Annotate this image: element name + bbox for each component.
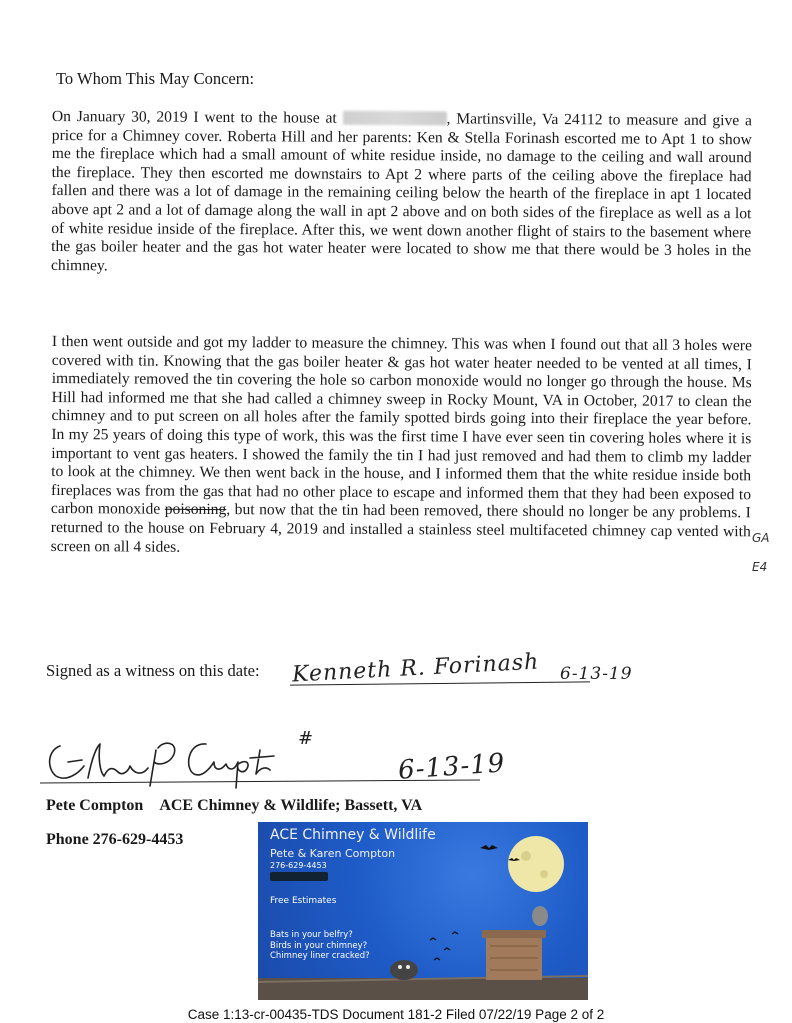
- signer-phone: Phone 276-629-4453: [46, 831, 184, 848]
- signer-date: 6-13-19: [397, 748, 507, 786]
- card-title: ACE Chimney & Wildlife: [270, 827, 436, 843]
- paragraph-1: [51, 108, 752, 280]
- business-card: [258, 822, 588, 1000]
- card-phone: 276-629-4453: [270, 861, 327, 870]
- card-tagline: Free Estimates: [270, 896, 337, 906]
- court-filing-footer: Case 1:13-cr-00435-TDS Document 181-2 Filed 07/22/19 Page 2 of 2: [187, 1007, 605, 1022]
- bat-icon: [480, 845, 498, 850]
- margin-initials-1: GA: [752, 531, 770, 545]
- witness-date: 6-13-19: [560, 664, 633, 684]
- struck-word: poisoning: [164, 501, 227, 519]
- paragraph-2-start: I then went outside and got my ladder to measure the chimney. This was when I found out that all 3 holes were covered with tin. Knowing that the gas boiler heater & gas hot water heater needed to be vented at all times, I immediately removed the tin covering the hole so carbon monoxide would no longer go through the house. Ms Hill had informed me that she had called a chimney sweep in Rocky Mount, VA in October, 2017 to clean the chimney and to put screen on all holes after the family spotted birds going into their fireplace the year before. In my 25 years of doing this type of work, this was the first time I have ever seen tin covering holes where it is important to vent gas heaters. I showed the family the tin I had just removed and had them to climb my ladder to look at the chimney. We then went back in the house, and I informed them that the white residue inside both fireplaces was from the gas that had no other place to escape and informed them that they had been exposed to carbon monoxide: [50, 333, 752, 519]
- birds-icon: [430, 932, 458, 960]
- signer-company: ACE Chimney & Wildlife; Bassett, VA: [159, 797, 423, 814]
- raccoon-icon: [390, 960, 418, 980]
- redacted-address: [343, 111, 447, 126]
- paragraph-2-rest: , but now that the tin had been removed, there should no longer be any problems. I returned to the house on February 4, 2019 and installed a stainless steel multifaceted chimney cap vented with screen on all 4 sides.: [50, 501, 751, 556]
- card-question: Birds in your chimney?: [270, 940, 368, 951]
- salutation: To Whom This May Concern:: [56, 69, 255, 88]
- paragraph-2: [51, 333, 752, 560]
- chimney-icon: [486, 934, 542, 980]
- card-questions: [270, 930, 370, 962]
- paragraph-1-start: On January 30, 2019 I went to the house at: [51, 108, 337, 127]
- signature-mark: #: [298, 728, 315, 749]
- signer-name: Pete Compton: [46, 797, 144, 814]
- card-owners: Pete & Karen Compton: [270, 847, 396, 860]
- witness-label: Signed as a witness on this date:: [46, 661, 260, 680]
- owl-icon: [532, 906, 548, 926]
- witness-signature: Kenneth R. Forinash: [291, 649, 540, 688]
- margin-initials-2: E4: [752, 560, 768, 574]
- card-question: Bats in your belfry?: [270, 930, 353, 940]
- card-question: Chimney liner cracked?: [270, 951, 370, 961]
- card-redaction: [270, 872, 328, 881]
- moon-icon: [508, 836, 564, 892]
- paragraph-1-rest: , Martinsville, Va 24112 to measure and give a price for a Chimney cover. Roberta Hill and her parents: Ken & Stella Forinash escorted me to Apt 1 to show me the fireplace which had a small amount of white residue inside, no damage to the ceiling and wall around the fireplace. They then escorted me downstairs to Apt 2 where parts of the ceiling above the fireplace had fallen and there was a lot of damage in the remaining ceiling below the hearth of the fireplace in apt 1 located above apt 2 and a lot of damage along the wall in apt 2 above and on both sides of the fireplace as well as a lot of white residue inside of the fireplace. After this, we went down another flight of stairs to the basement where the gas boiler heater and the gas hot water heater were located to show me that there would be 3 holes in the chimney.: [50, 110, 753, 275]
- signer-name-line: [46, 797, 422, 815]
